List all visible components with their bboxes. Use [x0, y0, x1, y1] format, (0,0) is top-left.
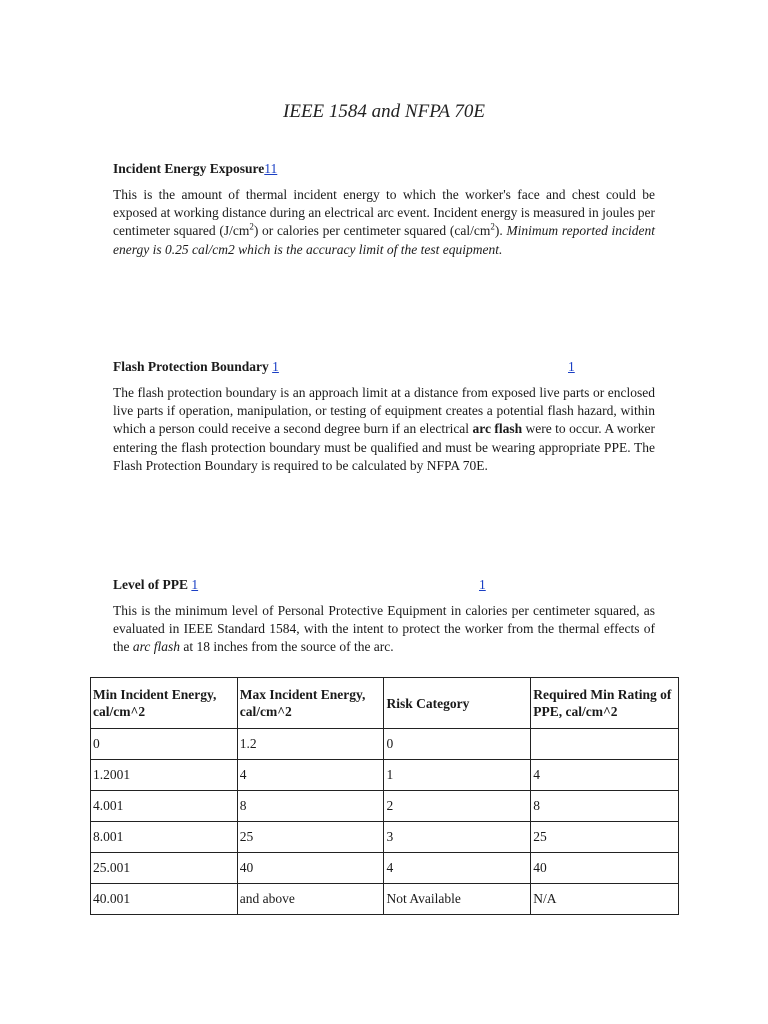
- heading-text: Level of PPE: [113, 577, 188, 592]
- table-cell: 0: [91, 729, 238, 760]
- paragraph-text: at 18 inches from the source of the arc.: [180, 639, 394, 655]
- table-cell: 0: [384, 729, 531, 760]
- paragraph-text: ).: [494, 223, 507, 239]
- paragraph-italic-text: Minimum reported incident energy is 0.25 cal/cm2 which is the accuracy limit of the test equipment.: [113, 223, 655, 257]
- table-cell: 4.001: [91, 791, 238, 822]
- table-row: [91, 884, 679, 915]
- table-cell: [531, 729, 679, 760]
- superscript: 2: [249, 221, 254, 232]
- table-cell: 25: [237, 822, 384, 853]
- paragraph-text: were to occur. A worker entering the flash protection boundary must be qualified and must be wearing appropriate PPE. The Flash Protection Boundary is required to be calculated by NFPA 70E.: [113, 421, 655, 473]
- document-title: IEEE 1584 and NFPA 70E: [283, 101, 485, 122]
- footnote-link[interactable]: 1: [272, 359, 279, 374]
- table-cell: 40: [237, 853, 384, 884]
- footnote-link-right[interactable]: 1: [479, 577, 486, 592]
- header-risk-category: Risk Category: [384, 678, 531, 729]
- footnote-link[interactable]: 1: [191, 577, 199, 592]
- table-cell: 3: [384, 822, 531, 853]
- table-cell: 8: [531, 791, 679, 822]
- table-cell: 4: [384, 853, 531, 884]
- paragraph-italic-text: arc flash: [132, 639, 180, 655]
- table-cell: and above: [237, 884, 384, 915]
- header-max-incident-energy: Max Incident Energy, cal/cm^2: [237, 678, 384, 729]
- section-paragraph: [113, 186, 655, 259]
- table-cell: 4: [237, 760, 384, 791]
- section-heading: [113, 160, 655, 178]
- table-header-row: [91, 678, 679, 729]
- table-cell: 8: [237, 791, 384, 822]
- paragraph-text: This is the amount of thermal incident energy to which the worker's face and chest could be exposed at working distance during an electrical arc event. Incident energy is measured in joules per centimeter squared (J/cm: [113, 187, 655, 239]
- paragraph-text: This is the minimum level of Personal Protective Equipment in calories per centimeter squared, as evaluated in IEEE Standard 1584, with the intent to protect the worker from the thermal effects of the: [113, 603, 655, 655]
- table-row: [91, 853, 679, 884]
- section-flash-protection-boundary: [113, 358, 655, 475]
- superscript: 2: [490, 221, 495, 232]
- section-incident-energy: [113, 160, 655, 259]
- table-cell: 2: [384, 791, 531, 822]
- table-cell: 8.001: [91, 822, 238, 853]
- ppe-rating-table: [90, 677, 679, 915]
- table-cell: 25: [531, 822, 679, 853]
- header-min-incident-energy: Min Incident Energy, cal/cm^2: [91, 678, 238, 729]
- heading-text: Incident Energy Exposure: [113, 161, 265, 176]
- paragraph-text: The flash protection boundary is an approach limit at a distance from exposed live parts or enclosed live parts if operation, manipulation, or testing of equipment creates a potential flash hazard, within which a person could receive a second degree burn if an electrical: [113, 385, 655, 437]
- heading-text: Flash Protection Boundary: [113, 359, 269, 374]
- table-row: [91, 791, 679, 822]
- footnote-link-right[interactable]: 1: [568, 359, 575, 374]
- table-cell: N/A: [531, 884, 679, 915]
- table-row: [91, 760, 679, 791]
- table-cell: 1.2: [237, 729, 384, 760]
- table-cell: 40: [531, 853, 679, 884]
- table-cell: 40.001: [91, 884, 238, 915]
- table-cell: 25.001: [91, 853, 238, 884]
- section-heading: [113, 576, 655, 594]
- table-row: [91, 729, 679, 760]
- section-paragraph: [113, 602, 655, 657]
- table-cell: Not Available: [384, 884, 531, 915]
- table-row: [91, 822, 679, 853]
- section-paragraph: [113, 384, 655, 475]
- table-cell: 1: [384, 760, 531, 791]
- paragraph-bold-text: arc flash: [472, 421, 523, 437]
- table-cell: 1.2001: [91, 760, 238, 791]
- paragraph-text: ) or calories per centimeter squared (cal/cm: [253, 223, 491, 239]
- table-cell: 4: [531, 760, 679, 791]
- header-required-min-rating: Required Min Rating of PPE, cal/cm^2: [531, 678, 679, 729]
- section-level-of-ppe: [113, 576, 655, 657]
- footnote-link[interactable]: 11: [264, 161, 278, 176]
